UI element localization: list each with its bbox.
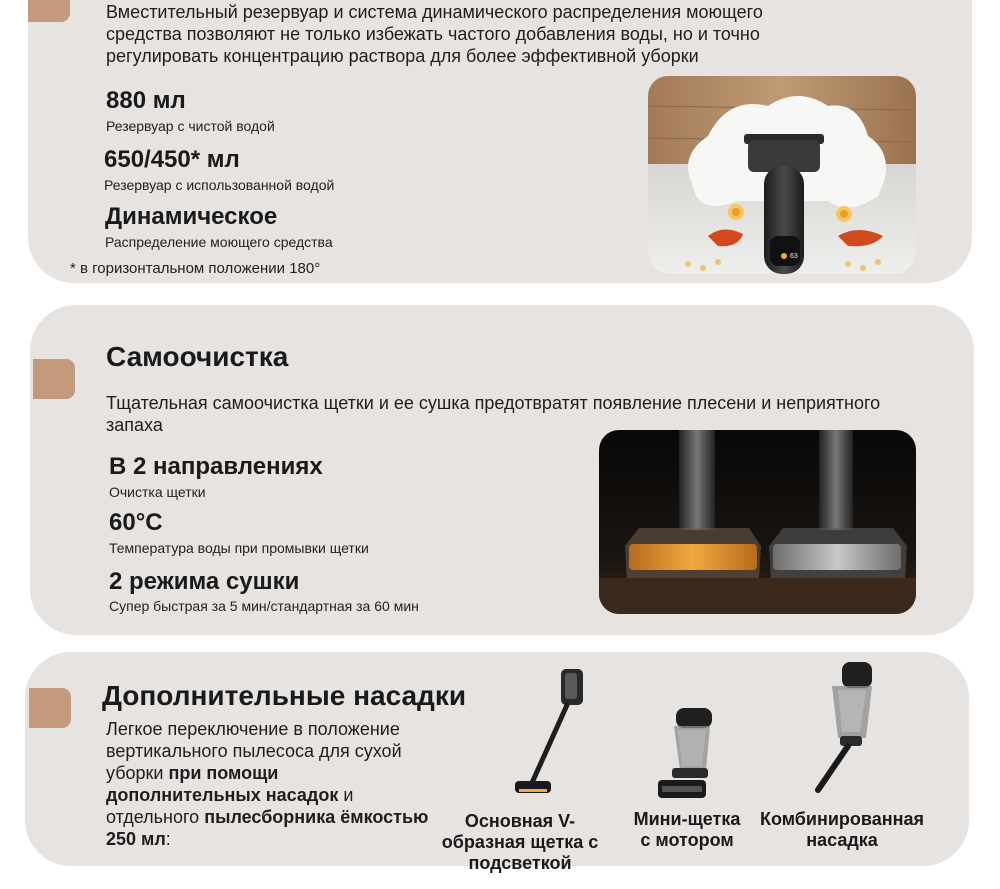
drying-modes-value: 2 режима сушки — [109, 568, 300, 595]
attachments-section-marker — [29, 688, 71, 728]
clean-tank-value: 880 мл — [106, 87, 186, 114]
intro-plain-2: и отдельного — [106, 785, 354, 827]
dirty-tank-value: 650/450* мл — [104, 146, 240, 173]
horizontal-footnote: * в горизонтальном положении 180° — [70, 260, 321, 277]
dirty-tank-label: Резервуар с использованной водой — [104, 177, 335, 193]
v-brush-caption: Основная V-образная щетка с подсветкой — [441, 811, 599, 873]
tank-section-marker — [28, 0, 70, 22]
v-brush-vacuum-image — [505, 667, 595, 799]
combination-nozzle-caption: Комбинированная насадка — [759, 809, 925, 850]
selfclean-title: Самоочистка — [106, 341, 289, 372]
detergent-dispense-value: Динамическое — [105, 203, 278, 230]
display-reading: 63 — [790, 253, 798, 260]
selfclean-section-marker — [33, 359, 75, 399]
mini-brush-caption: Мини-щетка с мотором — [633, 809, 741, 850]
clean-tank-label: Резервуар с чистой водой — [106, 118, 275, 134]
two-direction-label: Очистка щетки — [109, 484, 206, 500]
two-direction-value: В 2 направлениях — [109, 453, 323, 480]
combination-nozzle-image — [802, 660, 882, 796]
detergent-dispense-label: Распределение моющего средства — [105, 234, 333, 250]
wash-temperature-label: Температура воды при промывки щетки — [109, 540, 369, 556]
mini-motor-brush-image — [652, 706, 722, 802]
intro-bold-1: при помощи дополнительных насадок — [106, 763, 339, 805]
brush-selfclean-illustration — [599, 430, 916, 614]
tank-intro-text: Вместительный резервуар и система динамического распределения моющего средства позволяют не только избежать частого добавления воды, но и точно регулировать концентрацию раствора для более эффективной уборки — [106, 2, 763, 66]
wash-temperature-value: 60°C — [109, 509, 163, 536]
intro-plain-1: Легкое переключение в положение вертикального пылесоса для сухой уборки — [106, 719, 402, 783]
wet-floor-illustration — [648, 76, 916, 274]
selfclean-intro-text: Тщательная самоочистка щетки и ее сушка предотвратят появление плесени и неприятного запаха — [106, 393, 881, 435]
attachments-title: Дополнительные насадки — [102, 680, 467, 711]
attachments-intro-text — [106, 718, 436, 850]
wet-floor-cleaning-photo — [648, 76, 916, 274]
brush-selfclean-photo — [599, 430, 916, 614]
intro-plain-3: : — [165, 829, 171, 849]
drying-modes-label: Супер быстрая за 5 мин/стандартная за 60 мин — [109, 598, 419, 614]
intro-bold-2: пылесборника ёмкостью 250 мл — [106, 807, 429, 849]
